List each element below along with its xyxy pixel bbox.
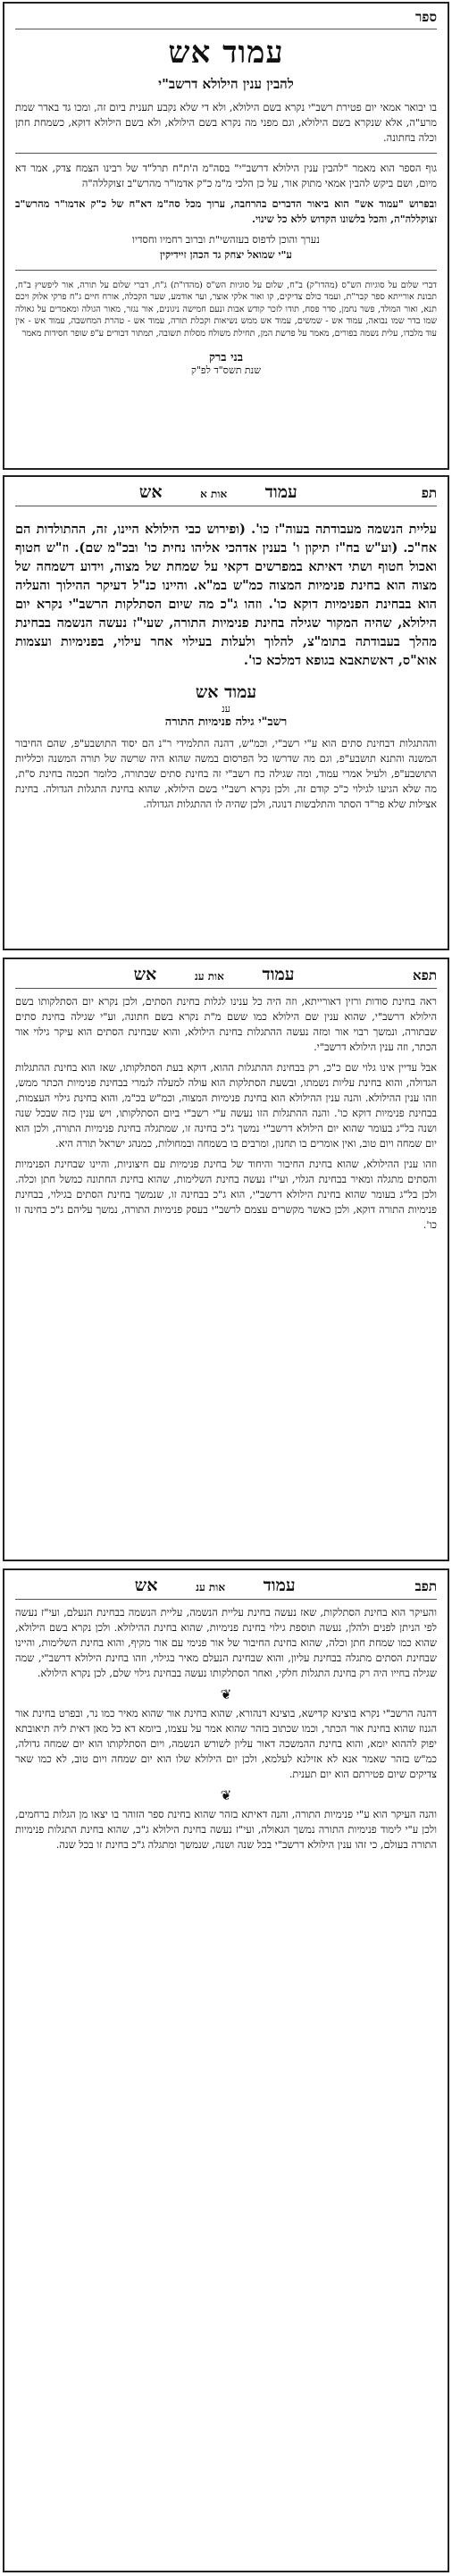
running-head-right: עמוד — [264, 482, 297, 502]
running-head-right: עמוד — [262, 965, 295, 984]
explanation-paragraph: ובפרוש "עמוד אש" הוא ביאור הדברים בהרחבה, ערוך מכל סה"מ דא"ח של כ"ק אדמו"ר מהרש"ב זצוקללה"ה, והכל בלשונו הקדוש ללא כל שינוי. — [15, 197, 437, 225]
book-title: עמוד אש — [168, 35, 284, 71]
body-paragraph: וההתגלות דבחינת סתים הוא ע"י רשב"י, וכמ"ש, דהנה התלמידי ר"נ הם יסוד התושבע"פ, שהם החיבור המשנה והתנא תושבע"פ, וגם מה שדרשו כל הפרסום במשה שהוא היה שרשה של תורה המשנה וכלליות התושבע"פ, ולעיל אמרי עמוד, ומה שגילה כח רשב"י זה בחינת סתים שבתורה, כלומר חכמה בחינת ס"ת, מה שלא הגיעו לגילוי כ"כ קודם זה, ולכן נקרא רשב"י בשם הילולא, שהוא בחינת התגלות הגדולה. בחינת אצילות שלא פר"ד הסתר והתלבשות דנוגה, ולכן שהיה לו ההתגלות הגדולה. — [15, 737, 437, 810]
page-1 — [3, 2, 449, 470]
running-head-left: אש — [134, 1576, 158, 1595]
body-paragraph: דהנה הרשב"י נקרא בוצינא קדישא, בוצינא דנהורא, שהוא בחינת אור שהוא מאיר כמו נר, ובפרט בחינת אור הגנוז שהוא בחינת אור הכתר, וכמו שכתוב בזהר שהוא אמר על עצמו, ביומא דא כל מאן דאית ליה תיאובתא יפוק לההוא יומא, והוא בחינת ההמשכה דאור עליון לשורש הנשמה, ויום הסתלקותו הוא יום שמחה גדולה, כמ"ש בזהר שאמר אנא לא אזילנא לעלמא, ולכן יום הילולא שלו הוא יום שמחה ויום טוב, לא כמו שאר צדיקים שיום פטירתם הוא יום תענית. — [15, 1707, 437, 1780]
header-right: ספר — [414, 9, 437, 25]
page-2-header — [15, 482, 437, 506]
page-number: תפב — [414, 1578, 437, 1594]
page-1-header — [15, 9, 437, 29]
running-head-left: אש — [138, 482, 163, 502]
ornament-icon: ❦ — [220, 1686, 232, 1702]
main-text: עליית הנשמה מעבודתה בעוה"ז כו'. (ופירוש כבי הילולא היינו, זה, ההתולדות הם אח"כ. (וע"ש בח"ז תיקון ו' בענין אדהכי אליהו נחית כו' ובכ"מ שם). וז"ש חטוף ואכול חטוף ושתי דאיתא במפרשים דקאי על שמחת של מצוה, וידוע דשמחה של מצוה הוא בחינת פנימיות המצוה כמ"ש במ"א. והיינו כנ"ל דעיקר ההילוך והעליה הוא בבחינת הפנימיות דוקא כו'. וזהו ג"כ מה שיום הסתלקות הרשב"י נקרא יום הילולא, שהיה המקור שגילה בחינת פנימיות התורה, שעי"ז נעשה הנשמה בבחינת מהלך בעבודתה בתומ"צ, להלוך ולעלות בעילוי אחר עילוי, בפנימיות ועצמות אוא"ס, דאשתאבא בגופא דמלכא כו'. — [15, 521, 437, 668]
page-2 — [3, 475, 449, 950]
running-head-center: אות א — [200, 488, 228, 500]
year-line: שנת תשס"ד לפ"ק — [190, 364, 262, 377]
body-paragraph: והנה העיקר הוא ע"י פנימיות התורה, והנה דאיתא בזהר שהוא בחינת ספר הזוהר בו יצאו מן הגלות ברחמים, ולכן ע"י לימוד פנימיות התורה נמשך הגאולה, ועי"ז נעשה בחינת הילולא ג"כ, שהוא בחינת התגלות פנימיות התורה בעולם, כי זהו ענין הילולא דרשב"י בכל שנה ושנה, שנמשך ומתגלה ג"כ בחינת זו בכל שנה. — [15, 1808, 437, 1851]
running-head-left: אש — [133, 965, 157, 984]
editor-line: ע"י שמואל יצחק גד הכהן זיידיקין — [160, 248, 292, 261]
running-head-center: אות ענ — [194, 970, 224, 983]
running-head-center: אות ענ — [196, 1581, 226, 1593]
section-title: עמוד אש — [195, 682, 257, 702]
other-books-list: דברי שלום על סוגיות הש"ס (מהדו"ק) ב"ח, שלום על סוגיות הש"ס (מהדו"ת) ג"ח, דברי שלום על תורה, אור ליפשיץ ב"ח, תבונת אורייתא ספר קבר"ת, ועמד כולם צדיקים, קו ואור אלקי אוצר, וער אודמע, שער הקבלה, אורח חיים ג"ח פרקי אלוק ויכם תנא, ואור המולד, פשר נחמן, סדר פסח, תודו לזכר קודש אבות ונעם חמישה ניגונים, אור נגזר, מאור הגולה ומאמרים על גאולה שמו בדר שמו נבואה, עמוד אש - שמשים, עמוד אש ממש נשיאות וקבלת תורה, עמוד אש - טהרת המחשבה, עמוד אש - אין עוד מלבדו, עלית נשמה בפורים, מאמר על פרשת המן, תחילת משולח מסלות תשובה, תמתור דבורים ע"פ שופר חסידות מאמר — [15, 280, 437, 339]
page-4 — [3, 1568, 449, 2572]
divider — [15, 270, 437, 271]
body-paragraph: וזהו ענין ההילולא, שהוא בחינת החיבור והיחוד של בחינת פנימיות עם חיצוניות, והיינו שבחינת הפנימיות והסתים מתגלה ומאיר בבחינת הגלוי, ועי"ז נעשה בחינת השלימות, שהוא בחינת החתונה כמשל חתן וכלה. ולכן בל"ג בעומר שהוא בחינת הילולא דרשב"י, הוא ג"כ בבחינה זו, שנמשך בחינת הסתים בגילוי, בבחינת פנימיות התורה דוקא, ולכן כאשר מקשרים עצמם לרשב"י בעסק פנימיות התורה, נמשך עליהם ג"כ בחינה זו כו'. — [15, 1158, 437, 1231]
section-heading — [15, 682, 437, 729]
page-4-header — [15, 1576, 437, 1600]
body-paragraph: גוף הספר הוא מאמר "להבין ענין הילולא דרשב"י" בסה"מ ה'ת"ח תרל"ד של רבינו הצמח צדק, אמר דא מיום, ושם ביקש להבין אמאי מתוק אור, על כן הלכי מ"מ כ"ק אדמו"ר מהרש"ב זצוקללה"ה — [15, 162, 437, 189]
body-paragraph: ראה בחינת סודות ורזין דאורייתא, וזה היה כל ענינו לגלות בחינת הסתים, ולכן נקרא יום הסתלקותו בשם הילולא דרשב"י, שהוא ענין שם הילולא כמו ששם מ"ת נקרא בשם חתונה, וע"י שגילה בחינת סתים שבתורה, ונמשך רבוי אור ומזה נעשה ההתגלות בחינת הילולא, והוא שבחינת הסתים הוא עיקר גילוי אור הכתר, וזה ענין הילולא דרשב"י. — [15, 995, 437, 1053]
prep-line: נערך והוכן לדפוס בעזהשי"ת וברוב רחמיו וחסדיו — [132, 233, 320, 246]
section-letter: ענ — [222, 703, 230, 715]
body-paragraph: אבל עדיין אינו גלוי שם כ"כ, רק בבחינת ההתגלות ההוא, דוקא בעת הסתלקותו, שאז הוא בחינת ההתגלות הגדולה, והוא בחינת עליות נשמתו, ובשעת הסתלקות הוא עולה למעלה לגמרי בבחינת פנימיות הכתר ממש, וזהו ענין ההילולא. והנה ענין ההילולא הוא בחינת פנימיות המצוה, וכמ"ש בכ"מ, והוא בחינת גילוי העצמות, בבחינת פנימיות דוקא כו'. והנה ההתגלות הזו נעשה ע"י רשב"י ביום הסתלקותו, ויש ענין כזה שבכל שנה ושנה בל"ג בעומר שהוא יום הילולא דרשב"י נמשך ג"כ בחינה זו, שמתגלה בחינת פנימיות התורה, ולכן הוא יום שמחה ויום טוב, ואין אומרים בו תחנון, ומרבים בו בשמחה ובמחולות, כמנהג ישראל תורה היא. — [15, 1061, 437, 1150]
section-subtitle: רשב"י גילה פנימיות התורה — [164, 715, 288, 729]
place-line: בני ברק — [208, 351, 244, 365]
divider — [15, 153, 437, 154]
page-3 — [3, 958, 449, 1561]
running-head-right: עמוד — [263, 1576, 296, 1595]
intro-paragraph: בו יבואר אמאי יום פטירת רשב"י נקרא בשם הילולא, ולא די שלא נקבע תענית ביום זה, ומכו גד באדר שמת מרע"ה, אלא שנקרא בשם הילולא, וגם מפני מה נקרא בשם הילולא, ולא בשם הילולא דוקא, כשמחת חתן וכלה בחתונה. — [15, 101, 437, 144]
page-number: תפ — [421, 485, 437, 501]
body-paragraph: והעיקר הוא בחינת הסתלקות, שאז נעשה בחינת עליית הנשמה, עליית הנשמה בבחינת הנעלם, ועי"ז נעשה לפי הניתן לפנים ולהלן, נעשה תוספת גילוי בחינת פנימיות, שהוא בחינת ההילולא. ולכן נקרא בשם הילולא, שהוא כמו שמחת חתן וכלה, שהוא בחינת החיבור של אור פנימי עם אור מקיף, והוא בחינת השלימות, והיינו שבחינת הסתים מתגלה בבחינת עליון, והוא שבחינת הנעלם מאיר בגילוי, וזהו בחינת הילולא דרשב"י, שמה שגילה בחייו היה רק בחינת התגלות חלקי, ואחר הסתלקותו נעשה בבחינת גילוי שלם, לכן נקרא הילולא. — [15, 1606, 437, 1679]
ornament-icon: ❦ — [220, 1787, 232, 1803]
page-number: תפא — [413, 967, 437, 983]
page-3-header — [15, 965, 437, 989]
book-subtitle: להבין ענין הילולא דרשב"י — [158, 76, 294, 92]
